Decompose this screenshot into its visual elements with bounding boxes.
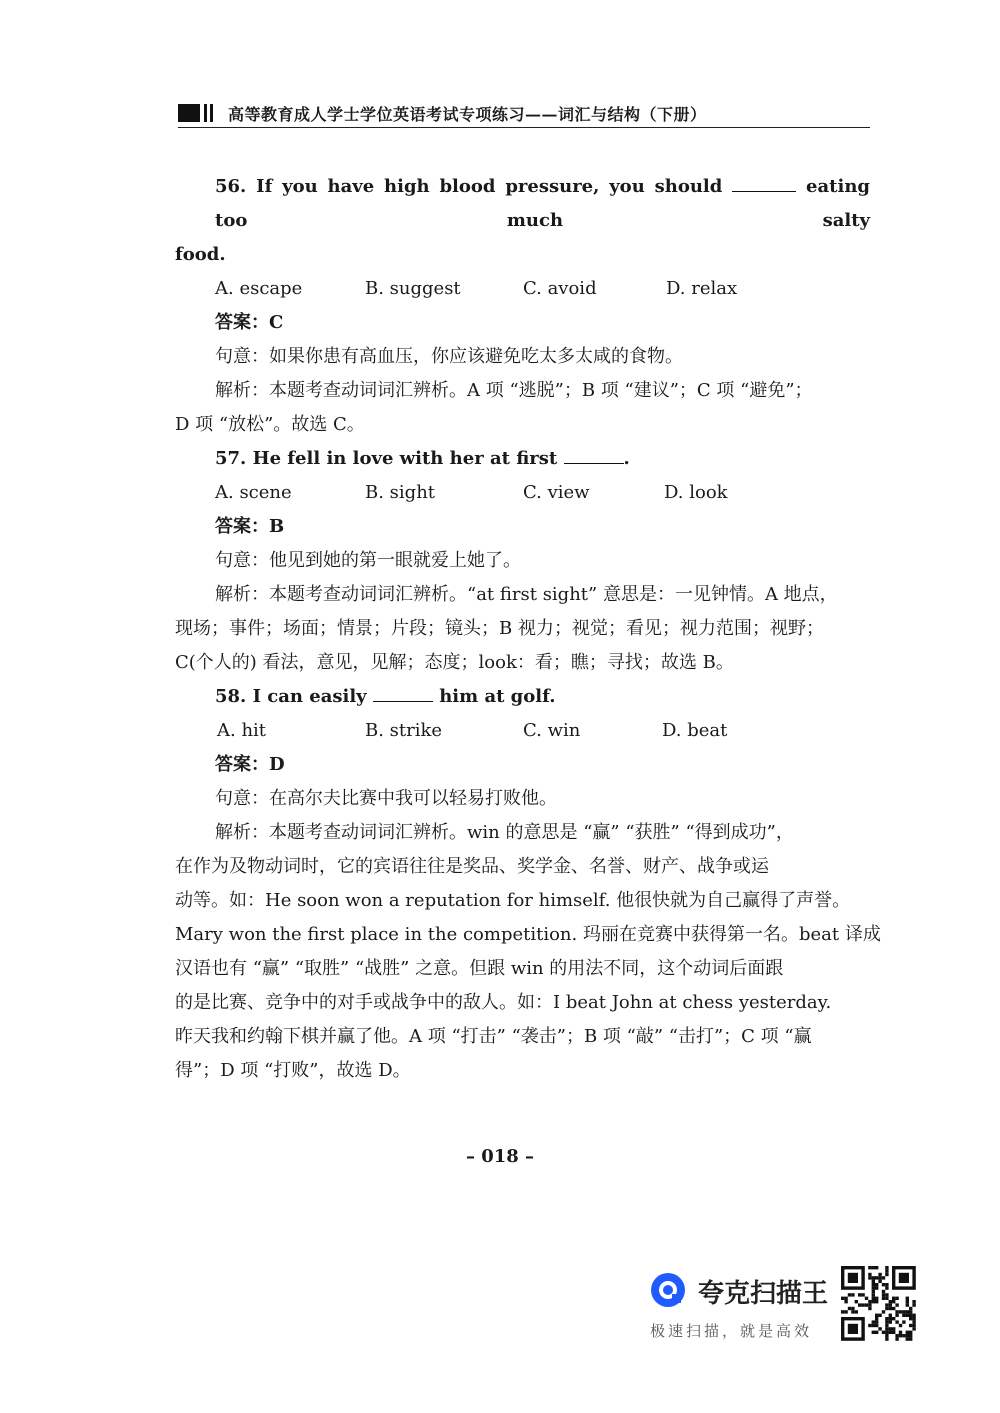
option-b: B. sight	[365, 482, 436, 503]
header-bar-mark	[204, 104, 207, 122]
question-58-analysis-line: Mary won the first place in the competition. 玛丽在竞赛中获得第一名。beat 译成	[175, 924, 881, 945]
option-d: D. beat	[662, 720, 728, 741]
header-bar-mark	[210, 104, 213, 122]
option-a: A. scene	[215, 482, 292, 503]
question-58-analysis-line: 解析：本题考查动词词汇辨析。win 的意思是 “赢” “获胜” “得到成功”，	[215, 822, 794, 843]
question-58-stem	[175, 680, 870, 714]
question-stem-text: him at golf.	[439, 686, 556, 707]
header-rule	[178, 127, 870, 128]
question-58-analysis-line: 动等。如：He soon won a reputation for himself. 他很快就为自己赢得了声誉。	[175, 890, 851, 911]
question-57-analysis-line: 现场；事件；场面；情景；片段；镜头；B 视力；视觉；看见；视力范围；视野；	[175, 618, 824, 639]
exercise-content	[175, 170, 881, 1088]
option-c: C. win	[523, 720, 581, 741]
question-57-answer: 答案：B	[215, 516, 285, 537]
watermark-tagline: 极速扫描，就是高效	[650, 1322, 813, 1340]
question-58-options	[175, 714, 870, 748]
option-c: C. avoid	[523, 278, 597, 299]
qr-code-icon	[838, 1265, 920, 1341]
option-d: D. relax	[666, 278, 738, 299]
question-56-stem	[175, 170, 870, 238]
question-58-analysis-line: 汉语也有 “赢” “取胜” “战胜” 之意。但跟 win 的用法不同，这个动词后面跟	[175, 958, 784, 979]
question-56-meaning: 句意：如果你患有高血压，你应该避免吃太多太咸的食物。	[215, 346, 683, 367]
question-57-analysis-line: C(个人的) 看法，意见，见解；态度；look：看；瞧；寻找；故选 B。	[175, 652, 734, 673]
answer-blank	[732, 173, 796, 192]
option-b: B. strike	[365, 720, 443, 741]
page-header	[178, 98, 870, 128]
option-c: C. view	[523, 482, 590, 503]
question-stem-text: 57. He fell in love with her at first	[215, 448, 558, 469]
option-a: A. escape	[215, 278, 303, 299]
header-title: 高等教育成人学士学位英语考试专项练习——词汇与结构（下册）	[228, 105, 707, 124]
quark-logo-icon	[648, 1270, 688, 1310]
question-stem-text: 56. If you have high blood pressure, you should	[215, 176, 723, 197]
question-57-options	[175, 476, 870, 510]
question-56-options	[175, 272, 870, 306]
page-number: – 018 –	[465, 1146, 535, 1167]
question-57-analysis-line: 解析：本题考查动词词汇辨析。“at first sight” 意思是：一见钟情。A 地点，	[215, 584, 838, 605]
option-d: D. look	[664, 482, 728, 503]
question-58-analysis-line: 的是比赛、竞争中的对手或战争中的敌人。如：I beat John at chess yesterday.	[175, 992, 832, 1013]
question-57-meaning: 句意：他见到她的第一眼就爱上她了。	[215, 550, 521, 571]
question-stem-text: .	[623, 448, 630, 469]
question-58-analysis-line: 昨天我和约翰下棋并赢了他。A 项 “打击” “袭击”；B 项 “敲” “击打”；C 项 “赢	[175, 1026, 812, 1047]
answer-blank	[373, 683, 433, 702]
question-stem-text: 58. I can easily	[215, 686, 367, 707]
header-block-mark	[178, 104, 200, 122]
answer-blank	[564, 445, 624, 464]
question-56-analysis-line: D 项 “放松”。故选 C。	[175, 414, 365, 435]
watermark-app-name: 夸克扫描王	[698, 1279, 829, 1309]
question-58-analysis-line: 得”；D 项 “打败”，故选 D。	[175, 1060, 411, 1081]
question-58-answer: 答案：D	[215, 754, 285, 775]
option-b: B. suggest	[365, 278, 461, 299]
option-a: A. hit	[217, 720, 267, 741]
question-56-answer: 答案：C	[215, 312, 284, 333]
question-57-stem	[175, 442, 870, 476]
question-56-stem-cont: food.	[175, 244, 226, 265]
question-58-meaning: 句意：在高尔夫比赛中我可以轻易打败他。	[215, 788, 557, 809]
question-56-analysis-line: 解析：本题考查动词词汇辨析。A 项 “逃脱”；B 项 “建议”；C 项 “避免”；	[215, 380, 813, 401]
question-stem-text: eating too much salty	[215, 176, 870, 231]
question-58-analysis-line: 在作为及物动词时，它的宾语往往是奖品、奖学金、名誉、财产、战争或运	[175, 856, 769, 877]
